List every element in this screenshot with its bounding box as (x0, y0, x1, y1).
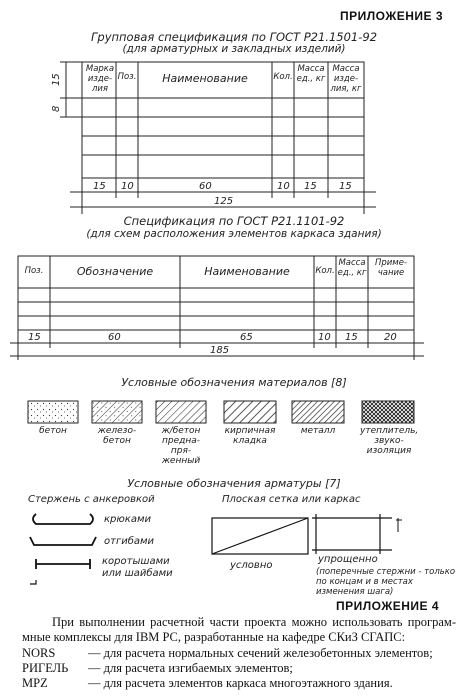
table1-width-4: 15 (304, 181, 317, 192)
table2-width-1: 60 (108, 332, 121, 343)
material-label-metal: металл (300, 426, 336, 436)
rebar-washers-symbol (36, 559, 90, 569)
table2-title: Спецификация по ГОСТ Р21.1101-92 (123, 214, 345, 228)
table1-height-8: 8 (51, 105, 62, 112)
table1-width-3: 10 (277, 181, 290, 192)
table2-total: 185 (210, 345, 230, 356)
bar-item-hooks: крюками (104, 514, 152, 525)
table1-width-5: 15 (339, 181, 352, 192)
table1-width-2: 60 (199, 181, 212, 192)
bar-item-washers: коротышами или шайбами (102, 556, 173, 579)
table2-width-5: 20 (384, 332, 397, 343)
rebar-symbols (30, 514, 96, 584)
appendix-4-heading: ПРИЛОЖЕНИЕ 4 (336, 599, 440, 613)
rebar-bends-symbol (30, 537, 96, 545)
mesh-item-conventional: условно (230, 560, 273, 571)
swatch-prestressed-concrete (156, 401, 206, 423)
appendix-3-heading: ПРИЛОЖЕНИЕ 3 (340, 9, 444, 23)
table1-header-name: Наименование (162, 72, 248, 85)
swatch-brick (224, 401, 276, 423)
table1-header-mark: Марка изде-лия (85, 64, 115, 94)
material-label-prestressed: ж/бетон предна-пря-женный (161, 426, 201, 466)
program-item (22, 646, 462, 661)
bar-heading: Стержень с анкеровкой (28, 494, 155, 505)
program-item (22, 661, 462, 676)
table1-header-qty: Кол. (273, 72, 293, 82)
swatch-reinforced-concrete (92, 401, 142, 423)
reinforcement-title: Условные обозначения арматуры [7] (127, 477, 341, 490)
table2-header-unit-mass: Масса ед., кг (337, 258, 367, 278)
table1-header-pos: Поз. (117, 72, 137, 82)
table2-header-note: Приме-чание (374, 258, 408, 278)
table2-width-3: 10 (318, 332, 331, 343)
swatch-metal (292, 401, 344, 423)
mesh-symbols (212, 514, 402, 554)
table1-width-1: 10 (121, 181, 134, 192)
materials-title: Условные обозначения материалов [8] (121, 376, 347, 389)
material-label-insulation: утеплитель, звуко-изоляция (360, 426, 419, 456)
program-desc: — для расчета элементов каркаса многоэтажного здания. (88, 676, 393, 690)
mesh-simplified-symbol (312, 514, 392, 554)
program-name: NORS (22, 646, 56, 660)
mesh-item-simplified: упрощенно (318, 554, 378, 565)
program-name: MPZ (22, 676, 48, 690)
table2-width-0: 15 (28, 332, 41, 343)
program-list (22, 646, 462, 691)
program-desc: — для расчета нормальных сечений железобетонных элементов; (88, 646, 433, 660)
program-desc: — для расчета изгибаемых элементов; (88, 661, 293, 675)
table2-width-4: 15 (345, 332, 358, 343)
material-label-concrete: бетон (39, 426, 67, 436)
table1-width-0: 15 (93, 181, 106, 192)
bar-item-bends: отгибами (104, 536, 155, 547)
mesh-note: (поперечные стержни - только по концам и в местах изменения шага) (316, 567, 456, 597)
material-label-reinforced-concrete: железо-бетон (97, 426, 137, 446)
table2-header-designation: Обозначение (76, 265, 154, 278)
table1-header-item-mass: Масса изде-лия, кг (330, 64, 362, 94)
table2-header-qty: Кол. (315, 266, 335, 276)
swatch-concrete (28, 401, 78, 423)
swatch-insulation (362, 401, 414, 423)
table1-subtitle: (для арматурных и закладных изделий) (122, 43, 346, 55)
table1-total: 125 (214, 196, 234, 207)
material-label-brick: кирпичная кладка (224, 426, 276, 446)
table1-header-unit-mass: Масса ед., кг (296, 64, 326, 84)
mesh-heading: Плоская сетка или каркас (222, 494, 361, 505)
rebar-hooks-symbol (33, 514, 93, 524)
table2-subtitle: (для схем расположения элементов каркаса здания) (86, 228, 382, 240)
material-swatches (28, 401, 414, 423)
program-name: РИГЕЛЬ (22, 661, 69, 675)
table1-height-15: 15 (51, 73, 62, 86)
table2-header-pos: Поз. (24, 266, 44, 276)
table2-header-name: Наименование (204, 265, 290, 278)
program-item (22, 676, 462, 691)
appendix-4-intro: При выполнении расчетной части проекта можно использовать програм-мные комплексы для IBM PC, разработанные на кафедре СКиЗ СГАПС: (22, 615, 456, 644)
table1-title: Групповая спецификация по ГОСТ Р21.1501-92 (90, 30, 378, 44)
table2-width-2: 65 (240, 332, 253, 343)
